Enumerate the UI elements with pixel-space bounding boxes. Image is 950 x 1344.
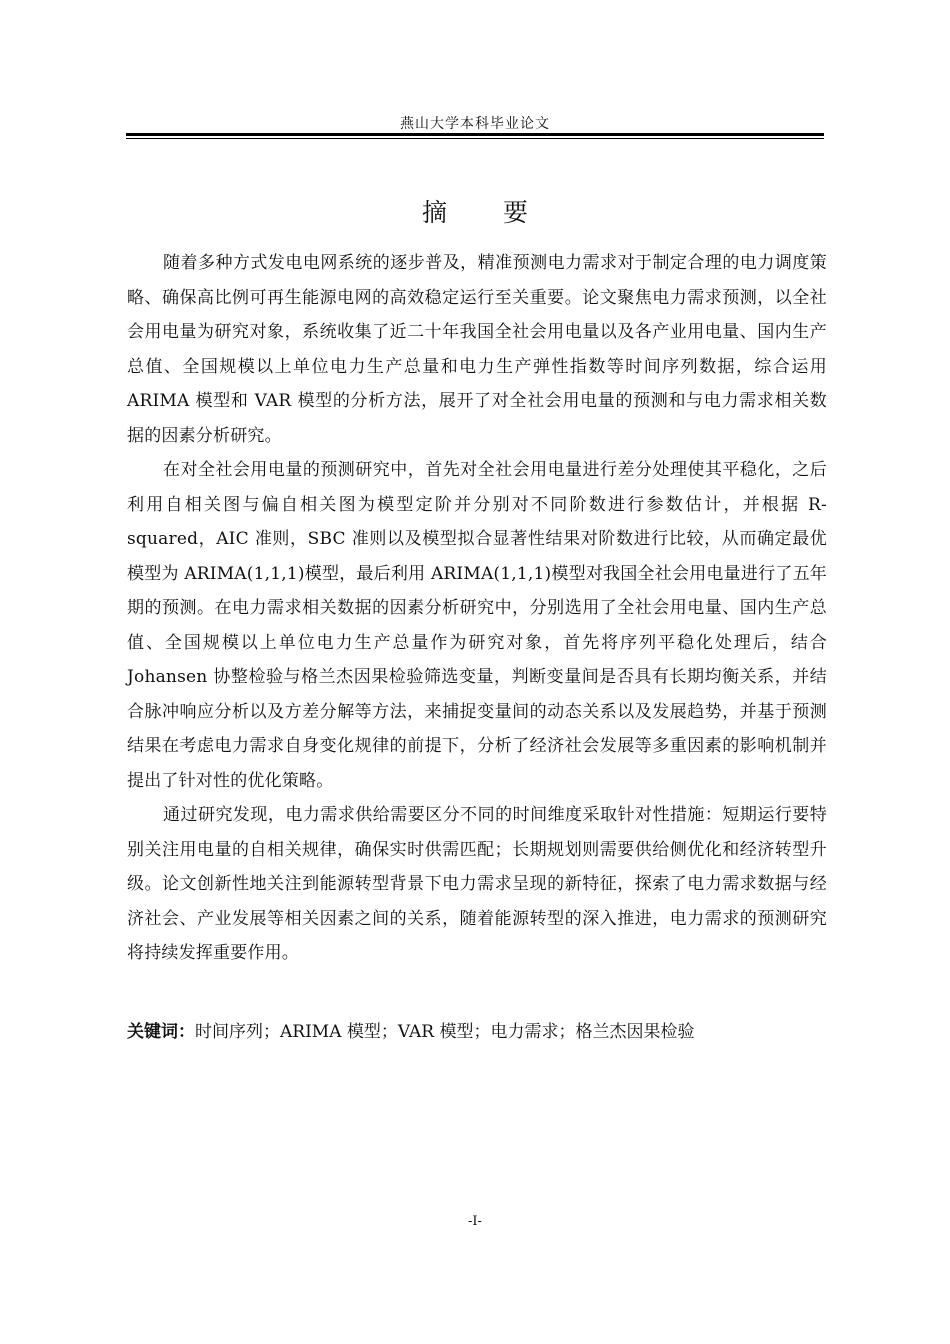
page-number: -I-	[468, 1214, 482, 1229]
keywords-text: 时间序列；ARIMA 模型；VAR 模型；电力需求；格兰杰因果检验	[195, 1022, 695, 1042]
abstract-paragraph-2: 在对全社会用电量的预测研究中，首先对全社会用电量进行差分处理使其平稳化，之后利用自相关图与偏自相关图为模型定阶并分别对不同阶数进行参数估计，并根据 R-squared，AIC 准则，SBC 准则以及模型拟合显著性结果对阶数进行比较，从而确定最优模型为 ARIMA(1,1,1)模型，最后利用 ARIMA(1,1,1)模型对我国全社会用电量进行了五年期的预测。在电力需求相关数据的因素分析研究中，分别选用了全社会用电量、国内生产总值、全国规模以上单位电力生产总量作为研究对象，首先将序列平稳化处理后，结合 Johansen 协整检验与格兰杰因果检验筛选变量，判断变量间是否具有长期均衡关系，并结合脉冲响应分析以及方差分解等方法，来捕捉变量间的动态关系以及发展趋势，并基于预测结果在考虑电力需求自身变化规律的前提下，分析了经济社会发展等多重因素的影响机制并提出了针对性的优化策略。	[127, 460, 827, 791]
abstract-paragraph-1: 随着多种方式发电电网系统的逐步普及，精准预测电力需求对于制定合理的电力调度策略、确保高比例可再生能源电网的高效稳定运行至关重要。论文聚焦电力需求预测，以全社会用电量为研究对象，系统收集了近二十年我国全社会用电量以及各产业用电量、国内生产总值、全国规模以上单位电力生产总量和电力生产弹性指数等时间序列数据，综合运用 ARIMA 模型和 VAR 模型的分析方法，展开了对全社会用电量的预测和与电力需求相关数据的因素分析研究。	[127, 253, 827, 446]
abstract-body	[127, 246, 827, 971]
keywords-label: 关键词：	[127, 1022, 195, 1042]
abstract-heading: 摘 要	[422, 197, 552, 227]
header-rule-thick	[126, 133, 824, 136]
running-header-title: 燕山大学本科毕业论文	[400, 116, 550, 132]
header-rule-thin	[126, 138, 824, 139]
keywords-line	[127, 1018, 827, 1046]
abstract-paragraph-3: 通过研究发现，电力需求供给需要区分不同的时间维度采取针对性措施：短期运行要特别关注用电量的自相关规律，确保实时供需匹配；长期规划则需要供给侧优化和经济转型升级。论文创新性地关注到能源转型背景下电力需求呈现的新特征，探索了电力需求数据与经济社会、产业发展等相关因素之间的关系，随着能源转型的深入推进，电力需求的预测研究将持续发挥重要作用。	[127, 805, 827, 963]
